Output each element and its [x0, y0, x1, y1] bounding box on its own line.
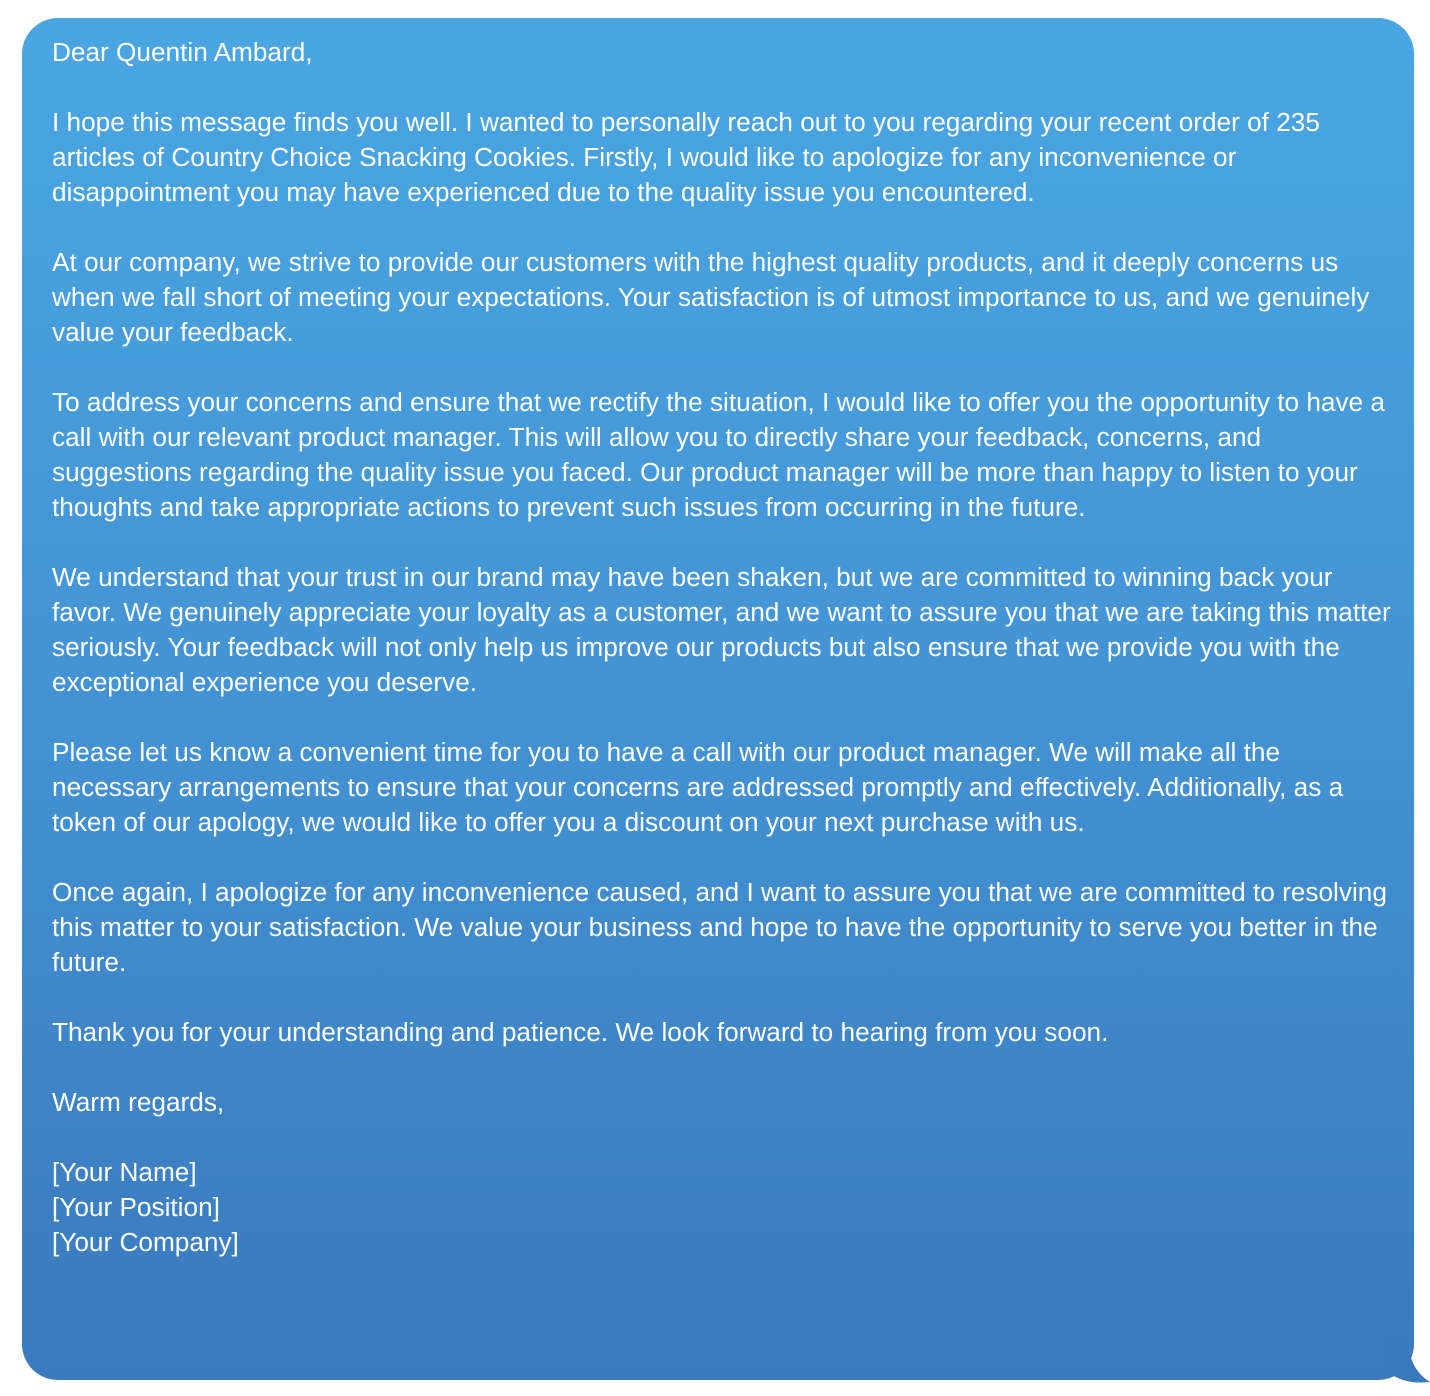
message-closing: Warm regards,: [52, 1087, 225, 1117]
message-signature: [52, 1155, 1394, 1260]
message-salutation: Dear Quentin Ambard,: [52, 37, 313, 67]
message-paragraph-scheduling: Please let us know a convenient time for you to have a call with our product manager. We will make all the necessary arrangements to ensure that your concerns are addressed promptly and effectively. Additionally, as a token of our apology, we would like to offer you a discount on your next purchase with us.: [52, 737, 1344, 837]
signature-company: [Your Company]: [52, 1227, 239, 1257]
message-bubble[interactable]: [22, 18, 1414, 1380]
signature-position: [Your Position]: [52, 1192, 220, 1222]
message-paragraph-company: At our company, we strive to provide our customers with the highest quality products, and it deeply concerns us when we fall short of meeting your expectations. Your satisfaction is of utmost importance to us, and we genuinely value your feedback.: [52, 247, 1370, 347]
bubble-tail: [1388, 1336, 1430, 1384]
message-paragraph-call-offer: To address your concerns and ensure that we rectify the situation, I would like to offer you the opportunity to have a call with our relevant product manager. This will allow you to directly share your feedback, concerns, and suggestions regarding the quality issue you faced. Our product manager will be more than happy to listen to your thoughts and take appropriate actions to prevent such issues from occurring in the future.: [52, 387, 1385, 522]
message-paragraph-trust: We understand that your trust in our brand may have been shaken, but we are committed to winning back your favor. We genuinely appreciate your loyalty as a customer, and we want to assure you that we are taking this matter seriously. Your feedback will not only help us improve our products but also ensure that we provide you with the exceptional experience you deserve.: [52, 562, 1391, 697]
message-paragraph-thanks: Thank you for your understanding and patience. We look forward to hearing from you soon.: [52, 1017, 1109, 1047]
message-paragraph-intro: I hope this message finds you well. I wanted to personally reach out to you regarding your recent order of 235 articles of Country Choice Snacking Cookies. Firstly, I would like to apologize for any inconvenience or disappointment you may have experienced due to the quality issue you encountered.: [52, 107, 1320, 207]
message-paragraph-apology: Once again, I apologize for any inconvenience caused, and I want to assure you that we are committed to resolving this matter to your satisfaction. We value your business and hope to have the opportunity to serve you better in the future.: [52, 877, 1387, 977]
signature-name: [Your Name]: [52, 1157, 197, 1187]
